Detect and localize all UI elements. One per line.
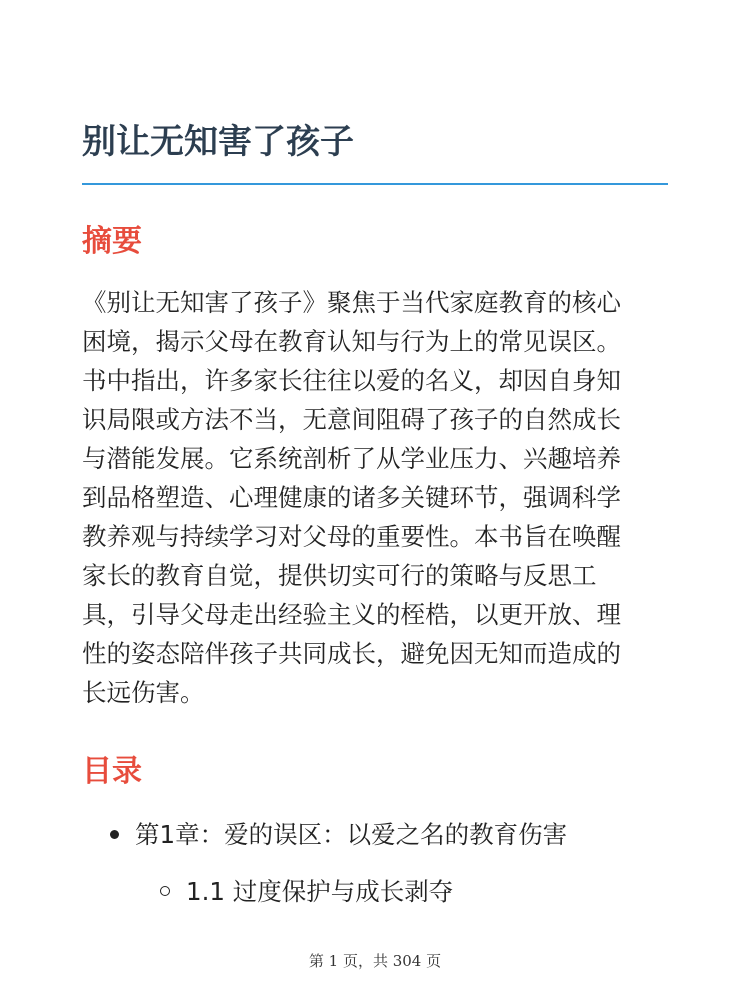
summary-line: 识局限或方法不当，无意间阻碍了孩子的自然成长 [82,405,621,434]
page-number: 第 1 页，共 304 页 [308,952,442,970]
summary-line: 教养观与持续学习对父母的重要性。本书旨在唤醒 [82,522,621,551]
summary-line: 书中指出，许多家长往往以爱的名义，却因自身知 [82,366,621,395]
summary-heading: 摘要 [82,224,142,259]
page-title: 别让无知害了孩子 [82,122,354,162]
title-divider [82,183,668,185]
summary-line: 性的姿态陪伴孩子共同成长，避免因无知而造成的 [82,639,621,668]
bullet-disc-icon [110,830,119,839]
bullet-circle-icon [160,886,170,896]
toc-heading: 目录 [82,754,142,789]
toc-subitem-label: 1.1 过度保护与成长剥夺 [186,877,454,906]
summary-line: 长远伤害。 [82,678,205,707]
toc-subitem-1-1[interactable] [160,874,453,910]
toc-item-chapter-1[interactable] [110,817,567,853]
summary-line: 《别让无知害了孩子》聚焦于当代家庭教育的核心 [82,288,621,317]
summary-line: 具，引导父母走出经验主义的桎梏，以更开放、理 [82,600,621,629]
summary-line: 困境，揭示父母在教育认知与行为上的常见误区。 [82,327,621,356]
summary-line: 家长的教育自觉，提供切实可行的策略与反思工 [82,561,597,590]
summary-paragraph [82,283,672,712]
summary-line: 与潜能发展。它系统剖析了从学业压力、兴趣培养 [82,444,621,473]
summary-line: 到品格塑造、心理健康的诸多关键环节，强调科学 [82,483,621,512]
toc-item-label: 第1章：爱的误区：以爱之名的教育伤害 [135,820,568,849]
